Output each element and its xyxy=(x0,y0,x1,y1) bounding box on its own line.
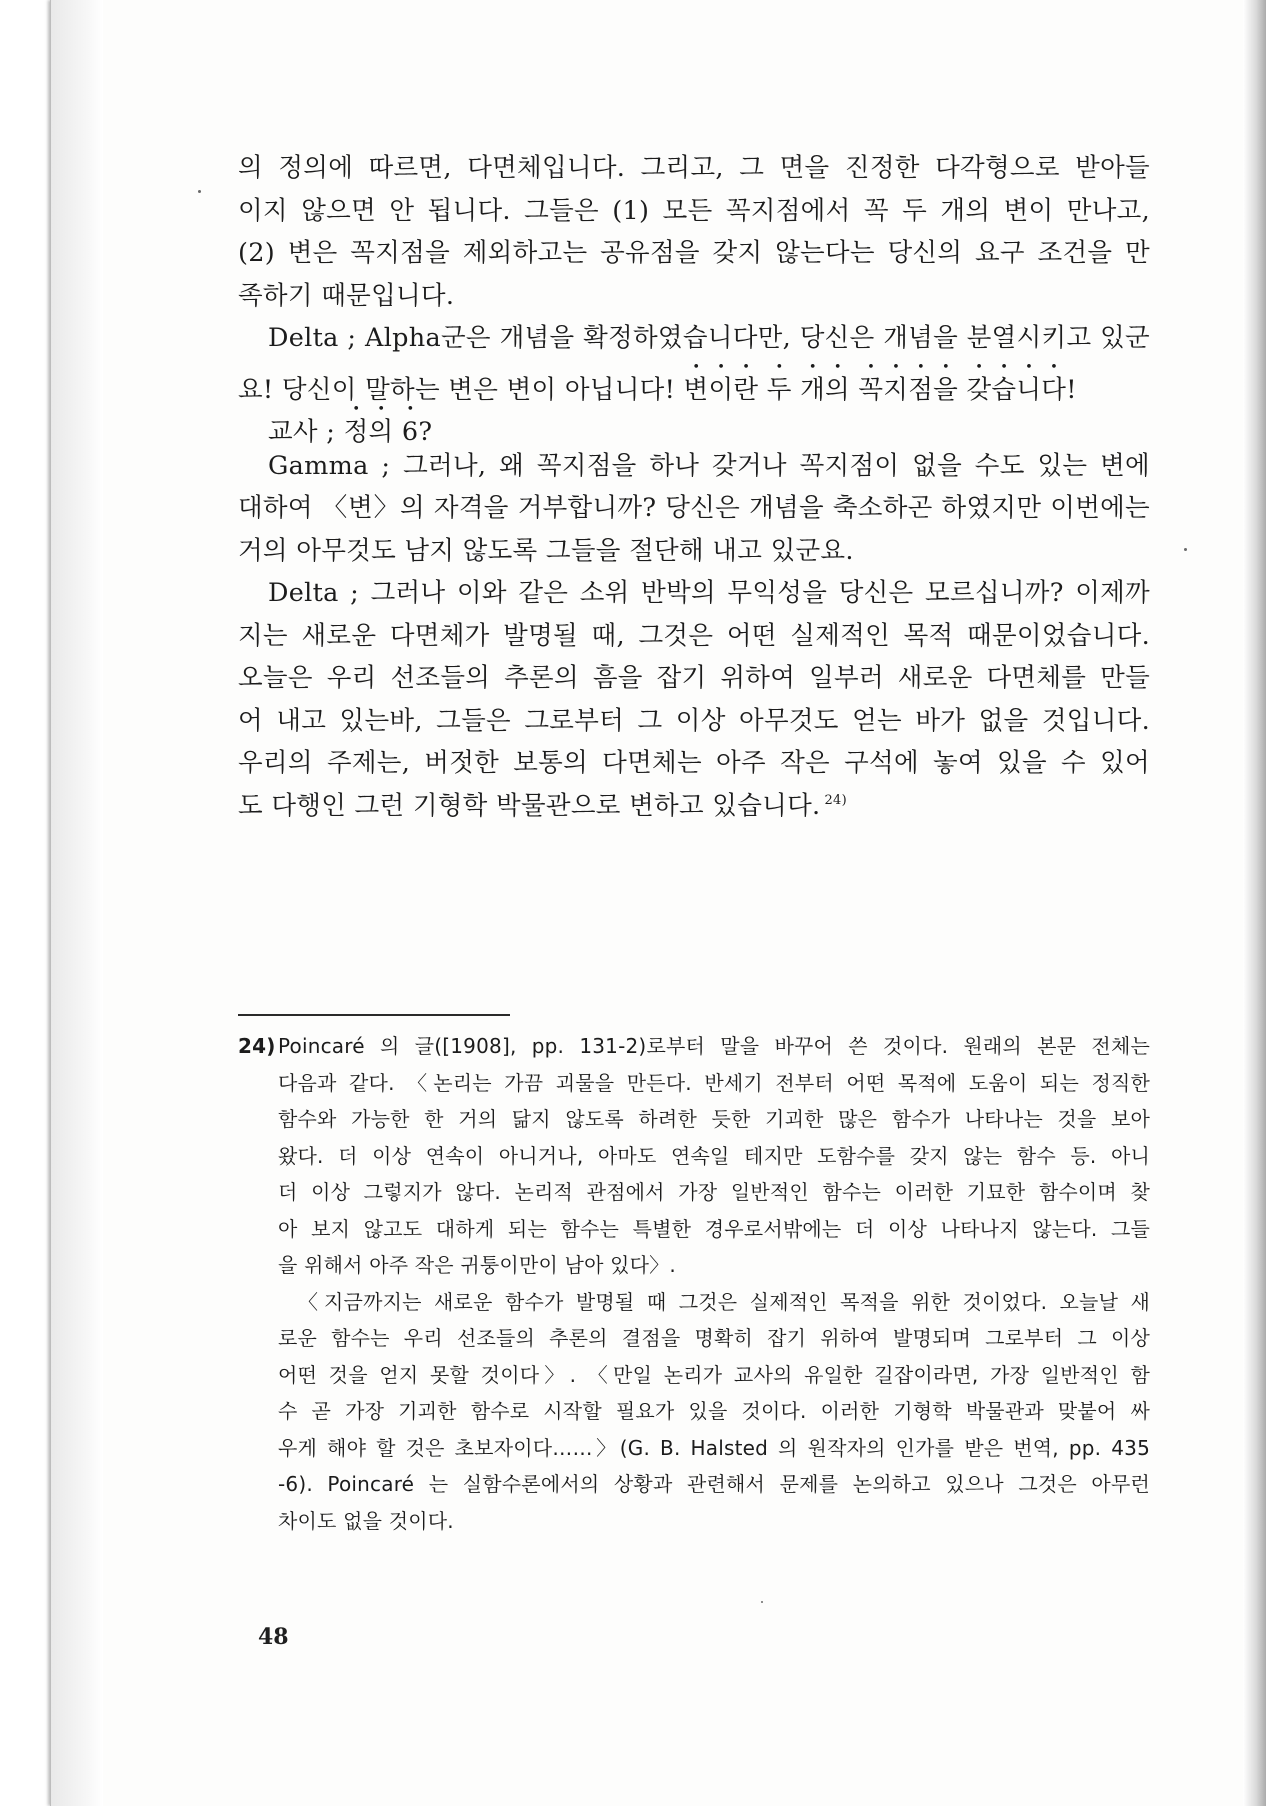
page-number: 48 xyxy=(258,1624,289,1650)
footnote-line: 수 곧 가장 기괴한 함수로 시작할 필요가 있을 것이다. 이러한 기형학 박물관과 맞붙어 싸 xyxy=(278,1399,1150,1423)
footnote-line-text: Poincaré 의 글([1908], pp. 131-2)로부터 말을 바꾸어 쓴 것이다. 원래의 본문 전체는 xyxy=(278,1034,1150,1058)
footnote-block xyxy=(238,1028,1150,1539)
body-line: Delta ; Alpha군은 개념을 확정하였습니다만, 당신은 개념을 분열시키고 있군 xyxy=(268,323,1150,353)
footnote-line: -6). Poincaré 는 실함수론에서의 상황과 관련해서 문제를 논의하고 있으나 그것은 아무런 xyxy=(278,1472,1150,1496)
body-line-text: 도 다행인 그런 기형학 박물관으로 변하고 있습니다. xyxy=(238,790,821,821)
footnote-line: 어떤 것을 얻지 못할 것이다〉. 〈만일 논리가 교사의 유일한 길잡이라면, 가장 일반적인 함 xyxy=(278,1362,1150,1387)
body-line-text: 요! 당신이 말하는 변은 변이 아닙니다! xyxy=(238,374,684,405)
body-line: (2) 변은 꼭지점을 제외하고는 공유점을 갖지 않는다는 당신의 요구 조건을 만 xyxy=(238,238,1150,268)
body-line xyxy=(238,360,1150,403)
footnote-line: 〈지금까지는 새로운 함수가 발명될 때 그것은 실제적인 목적을 위한 것이었다. 오늘날 새 xyxy=(298,1289,1150,1314)
page-edge-shadow xyxy=(1243,0,1266,1806)
footnote-line xyxy=(238,1028,1150,1065)
footnote-line: 다음과 같다. 〈논리는 가끔 괴물을 만든다. 반세기 전부터 어떤 목적에 도움이 되는 정직한 xyxy=(278,1070,1150,1095)
footnote-line: 우게 해야 할 것은 초보자이다……〉(G. B. Halsted 의 원작자의 인가를 받은 번역, pp. 435 xyxy=(278,1435,1150,1460)
footnote-reference: 24) xyxy=(824,792,847,808)
page-gutter xyxy=(51,0,103,1806)
footnote-paragraph xyxy=(238,1028,1150,1284)
body-line-text: 교사 ; xyxy=(268,417,344,447)
emphasized-text: 변이란 두 개의 꼭지점을 갖습니다! xyxy=(683,374,1077,405)
footnote-paragraph xyxy=(238,1284,1150,1540)
body-line: 지는 새로운 다면체가 발명될 때, 그것은 어떤 실제적인 목적 때문이었습니다. xyxy=(238,620,1150,651)
body-line-text: ? xyxy=(418,417,433,447)
body-line: 족하기 때문입니다. xyxy=(238,280,455,311)
body-line xyxy=(238,785,1150,828)
body-line: 의 정의에 따르면, 다면체입니다. 그리고, 그 면을 진정한 다각형으로 받아들 xyxy=(238,153,1150,183)
body-line: 어 내고 있는바, 그들은 그로부터 그 이상 아무것도 얻는 바가 없을 것입니다. xyxy=(238,705,1150,736)
body-line: Delta ; 그러나 이와 같은 소위 반박의 무익성을 당신은 모르십니까? 이제까 xyxy=(268,578,1150,608)
footnote-line: 더 이상 그렇지가 않다. 논리적 관점에서 가장 일반적인 함수는 이러한 기묘한 함수이며 찾 xyxy=(278,1180,1150,1204)
emphasized-text: 정의 6 xyxy=(343,417,419,447)
footnote-line: 로운 함수는 우리 선조들의 추론의 결점을 명확히 잡기 위하여 발명되며 그로부터 그 이상 xyxy=(278,1326,1150,1350)
body-line: 대하여 〈변〉의 자격을 거부합니까? 당신은 개념을 축소하곤 하였지만 이번에는 xyxy=(238,493,1150,523)
footnote-line: 차이도 없을 것이다. xyxy=(278,1508,454,1533)
body-line xyxy=(238,402,1150,445)
footnote-line: 아 보지 않고도 대하게 되는 함수는 특별한 경우로서밖에는 더 이상 나타나지 않는다. 그들 xyxy=(278,1216,1150,1241)
paper-speck xyxy=(1184,548,1187,551)
body-line: Gamma ; 그러나, 왜 꼭지점을 하나 갖거나 꼭지점이 없을 수도 있는 변에 xyxy=(268,450,1150,481)
body-line: 거의 아무것도 남지 않도록 그들을 절단해 내고 있군요. xyxy=(238,535,854,566)
footnote-divider xyxy=(238,1014,510,1016)
footnote-number: 24) xyxy=(238,1034,276,1058)
paper-speck xyxy=(761,1601,763,1603)
paper-speck xyxy=(198,190,201,193)
main-text-block xyxy=(238,147,1150,827)
footnote-line: 을 위해서 아주 작은 귀퉁이만이 남아 있다〉. xyxy=(278,1253,676,1277)
footnote-line: 왔다. 더 이상 연속이 아니거나, 아마도 연속일 테지만 도함수를 갖지 않는 함수 등. 아니 xyxy=(278,1143,1150,1168)
footnote-line: 함수와 가능한 한 거의 닮지 않도록 하려한 듯한 기괴한 많은 함수가 나타나는 것을 보아 xyxy=(278,1107,1150,1131)
body-line: 오늘은 우리 선조들의 추론의 흠을 잡기 위하여 일부러 새로운 다면체를 만들 xyxy=(238,663,1150,693)
body-line: 우리의 주제는, 버젓한 보통의 다면체는 아주 작은 구석에 놓여 있을 수 있어 xyxy=(238,748,1150,778)
body-line: 이지 않으면 안 됩니다. 그들은 (1) 모든 꼭지점에서 꼭 두 개의 변이 만나고, xyxy=(238,195,1150,226)
